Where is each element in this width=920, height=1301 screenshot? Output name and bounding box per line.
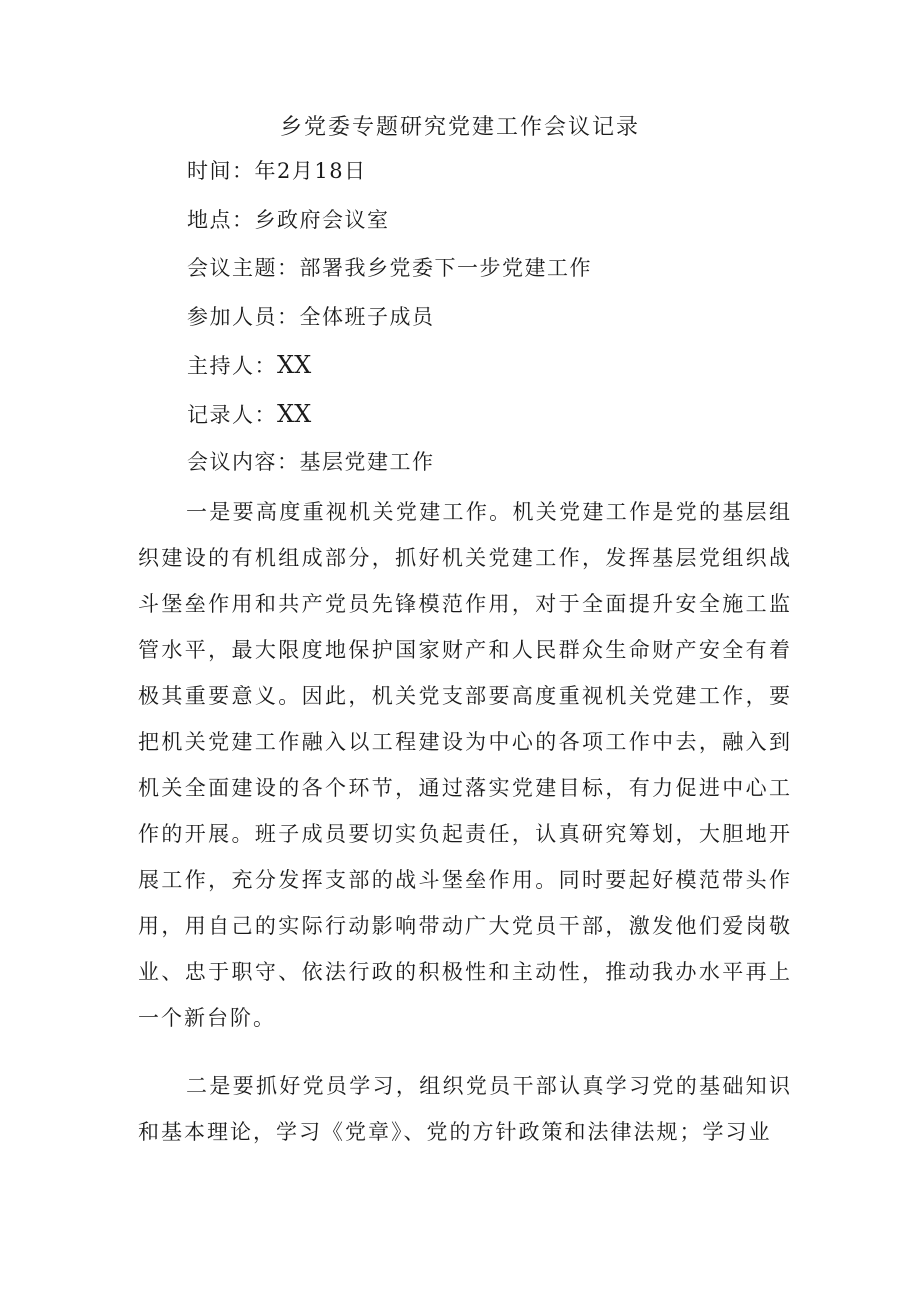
meeting-info-location [187,201,592,250]
meeting-info-host [187,346,592,395]
meta-value: 全体班子成员 [299,304,435,329]
meeting-info-topic [187,249,592,298]
meta-label: 地点： [187,207,255,232]
meta-label: 主持人： [187,354,277,378]
meta-label: 时间： [187,159,255,183]
meta-value: XX [277,351,312,379]
meta-value: 年2月18日 [254,159,367,183]
meta-value: 基层党建工作 [299,450,435,474]
meta-value: 乡政府会议室 [254,207,390,232]
document-title: 乡党委专题研究党建工作会议记录 [279,115,640,140]
meta-label: 会议主题： [187,256,300,280]
meta-label: 参加人员： [187,304,300,329]
meta-label: 记录人： [187,402,277,427]
meeting-body [138,489,792,1155]
meeting-info-attendees [187,298,592,347]
paragraph-member-study: 二是要抓好党员学习，组织党员干部认真学习党的基础知识和基本理论，学习《党章》、党的方针政策和法律法规；学习业 [138,1074,792,1144]
meeting-info-recorder [187,395,592,444]
meta-value: 部署我乡党委下一步党建工作 [299,256,592,280]
meta-value: XX [277,399,312,428]
meeting-info-content [187,443,592,492]
meeting-info-list [187,152,592,492]
paragraph-party-building: 一是要高度重视机关党建工作。机关党建工作是党的基层组织建设的有机组成部分，抓好机关党建工作，发挥基层党组织战斗堡垒作用和共产党员先锋模范作用，对于全面提升安全施工监管水平，最大限度地保护国家财产和人民群众生命财产安全有着极其重要意义。因此，机关党支部要高度重视机关党建工作，要把机关党建工作融入以工程建设为中心的各项工作中去，融入到机关全面建设的各个环节，通过落实党建目标，有力促进中心工作的开展。班子成员要切实负起责任，认真研究筹划，大胆地开展工作，充分发挥支部的战斗堡垒作用。同时要起好模范带头作用，用自己的实际行动影响带动广大党员干部，激发他们爱岗敬业、忠于职守、依法行政的积极性和主动性，推动我办水平再上一个新台阶。 [138,500,792,1030]
meta-label: 会议内容： [187,450,300,474]
meeting-info-time [187,152,592,201]
